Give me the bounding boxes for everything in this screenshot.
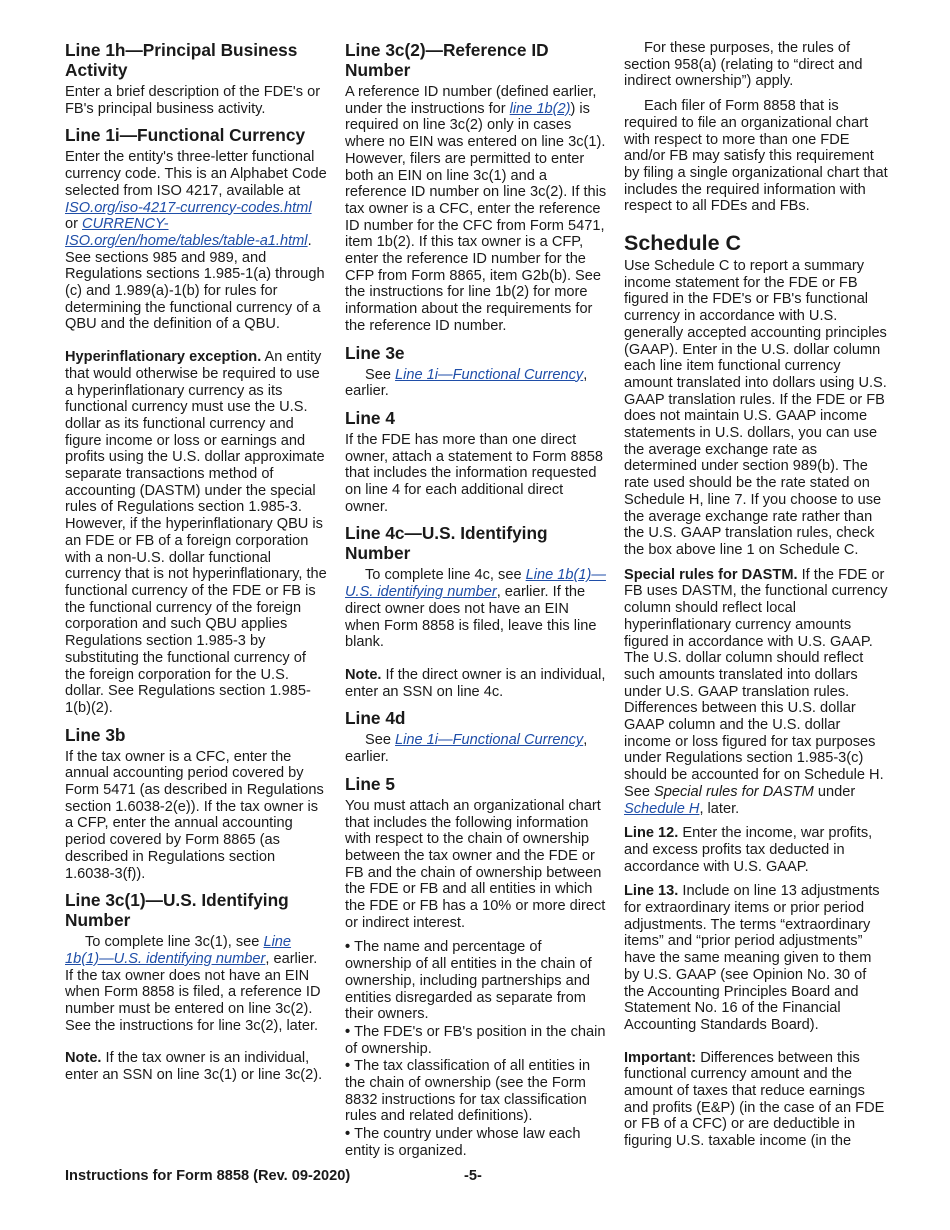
text-line-4d: See Line 1i—Functional Currency, earlier. xyxy=(345,732,588,766)
link-schedule-h[interactable]: Schedule H xyxy=(624,800,700,817)
note-4c: Note. If the direct owner is an individual, enter an SSN on line 4c. xyxy=(345,666,606,700)
heading-line-3c1: Line 3c(1)—U.S. Identifying Number xyxy=(65,890,289,931)
heading-line-4d: Line 4d xyxy=(345,708,406,729)
list-item: • The FDE's or FB's position in the chain of ownership. xyxy=(345,1023,606,1057)
text-line-4c: To complete line 4c, see Line 1b(1)—U.S. identifying number, earlier. If the direct owner does not have an EIN when Form 8858 is filed, leave this line blank. xyxy=(345,567,606,651)
list-item: • The country under whose law each entity is organized. xyxy=(345,1126,581,1159)
heading-line-3c2: Line 3c(2)—Reference ID Number xyxy=(345,40,549,80)
list-item: • The name and percentage of ownership of all entities in the chain of ownership, including partnerships and entities disregarded as separate from their owners. xyxy=(345,939,592,1023)
page-number: -5- xyxy=(464,1168,482,1184)
heading-line-3e: Line 3e xyxy=(345,342,405,363)
column-3 xyxy=(624,40,888,1158)
heading-line-1h: Line 1h—Principal Business Activity xyxy=(65,40,298,80)
text-line-1i: Enter the entity's three-letter functional currency code. This is an Alphabet Code selected from ISO 4217, available at ISO.org/iso-4217-currency-codes.html or CURRENCY-ISO.org/en/home/tables/table-a1.html. See sections 985 and 989, and Regulations sections 1.985-1(a) through (c) and 1.989(a)-1(b) for rules for determining the functional currency of a QBU and the definition of a QBU. xyxy=(65,149,327,333)
link-line-1b1[interactable]: Line 1b(1)—U.S. identifying number xyxy=(345,567,606,601)
text-line-4: If the FDE has more than one direct owner, attach a statement to Form 8858 that includes the information requested on line 4 for each additional direct owner. xyxy=(345,431,603,515)
link-line-1i[interactable]: Line 1i—Functional Currency xyxy=(395,732,584,749)
heading-line-1i: Line 1i—Functional Currency xyxy=(65,125,306,146)
heading-line-4: Line 4 xyxy=(345,407,395,428)
text-line-3c1: To complete line 3c(1), see Line 1b(1)—U.S. identifying number, earlier. If the tax owner does not have an EIN when Form 8858 is filed, a reference ID number must be entered on line 3c(2). See the instructions for line 3c(2), later. xyxy=(65,934,321,1034)
text-hyperinflationary: Hyperinflationary exception. An entity that would otherwise be required to use a hyperinflationary currency as its functional currency must use the U.S. dollar as its functional currency and figure income or loss or earnings and profits using the U.S. dollar approximate separate transactions method of accounting (DASTM) under the special rules of Regulations section 1.985-3. However, if the hyperinflationary QBU is an FDE or FB of a foreign corporation with a non-U.S. dollar functional currency that is not hyperinflationary, the functional currency of the FDE or FB is the functional currency of the foreign corporation and such QBU applies Regulations section 1.985-3 by substituting the functional currency of the foreign corporation for the U.S. dollar. See Regulations section 1.985-1(b)(2). xyxy=(65,349,327,716)
text-line-5: You must attach an organizational chart that includes the following information with respect to the chain of ownership between the tax owner and the FDE or FB and the chain of ownership between the FDE or FB and all entities in which the FDE or FB has a 10% or more direct or indirect interest. xyxy=(345,797,606,931)
text-important: Important: Differences between this functional currency amount and the amount of taxes that reduce earnings and profits (E&P) (in the case of an FDE or FB of a CFC) or are deductible in figuring U.S. taxable income (in the xyxy=(624,1049,885,1150)
text-schedule-c: Use Schedule C to report a summary income statement for the FDE or FB figured in the FDE's or FB's functional currency in accordance with U.S. generally accepted accounting principles (GAAP). Enter in the U.S. dollar column each line item functional currency amount translated into dollars using U.S. GAAP translation rules. If the FDE or FB does not maintain U.S. GAAP income statements in U.S. dollars, you can use the average exchange rate as determined under section 989(b). The rate used should be the rate stated on Schedule H, line 7. If you choose to use the average exchange rate rather than the U.S. GAAP translation rules, check the box above line 1 on Schedule C. xyxy=(624,258,887,558)
text-line-13: Line 13. Include on line 13 adjustments for extraordinary items or prior period adjustments. The terms “extraordinary items” and “prior period adjustments” have the same meaning given to them by U.S. GAAP (see Opinion No. 30 of the Accounting Principles Board and Statement No. 16 of the Financial Accounting Standards Board). xyxy=(624,883,880,1033)
heading-line-4c: Line 4c—U.S. Identifying Number xyxy=(345,523,548,564)
text-line-3e: See Line 1i—Functional Currency, earlier. xyxy=(345,366,588,400)
link-currency-iso[interactable]: CURRENCY-ISO.org/en/home/tables/table-a1.html xyxy=(65,216,308,249)
note-3c1: Note. If the tax owner is an individual, enter an SSN on line 3c(1) or line 3c(2). xyxy=(65,1050,323,1084)
link-line-1i[interactable]: Line 1i—Functional Currency xyxy=(395,366,584,383)
text-dastm: Special rules for DASTM. If the FDE or FB uses DASTM, the functional currency column should reflect local hyperinflationary currency amounts figured in accordance with U.S. GAAP. The U.S. dollar column should reflect such amounts translated into dollars under U.S. GAAP translation rules. Differences between this U.S. dollar GAAP column and the U.S. dollar income or loss figured for tax purposes under Regulations section 1.985-3(c) should be accounted for on Schedule H. See Special rules for DASTM under Schedule H, later. xyxy=(624,566,888,817)
text-line-1h: Enter a brief description of the FDE's or FB's principal business activity. xyxy=(65,84,321,117)
link-line-1b1[interactable]: Line 1b(1)—U.S. identifying number xyxy=(65,934,292,967)
footer-title: Instructions for Form 8858 (Rev. 09-2020) xyxy=(65,1168,351,1184)
heading-line-3b: Line 3b xyxy=(65,724,126,745)
bullet-list xyxy=(345,939,607,1159)
heading-schedule-c: Schedule C xyxy=(624,231,742,256)
link-iso[interactable]: ISO.org/iso-4217-currency-codes.html xyxy=(65,199,312,216)
text-line-3c2: A reference ID number (defined earlier, under the instructions for line 1b(2)) is required on line 3c(2) only in cases where no EIN was entered on line 3c(1). However, filers are permitted to enter both an EIN on line 3c(1) and a reference ID number on line 3c(2). If this tax owner is a CFC, enter the reference ID number for the CFC from Form 5471, item 1b(2). If this tax owner is a CFP, enter the reference ID number for the CFP from Form 8865, item G2b(b). See the instructions for line 1b(2) for more information about the requirements for the reference ID number. xyxy=(345,84,607,334)
heading-line-5: Line 5 xyxy=(345,773,395,794)
link-line-1b2[interactable]: line 1b(2) xyxy=(509,100,571,117)
text-section-958: For these purposes, the rules of section 958(a) (relating to “direct and indirect ownership”) apply. xyxy=(624,40,863,90)
text-org-chart: Each filer of Form 8858 that is required to file an organizational chart with respect to more than one FDE and/or FB may satisfy this requirement by filing a single organizational chart that includes the required information with respect to all FDEs and FBs. xyxy=(624,98,888,215)
list-item: • The tax classification of all entities in the chain of ownership (see the Form 8832 instructions for tax classification rules and related definitions). xyxy=(345,1058,591,1125)
column-2 xyxy=(345,40,607,1168)
text-line-12: Line 12. Enter the income, war profits, and excess profits tax deducted in accordance with U.S. GAAP. xyxy=(624,825,873,875)
text-line-3b: If the tax owner is a CFC, enter the annual accounting period covered by Form 5471 (as described in Regulations section 1.6038-2(e)). If the tax owner is a CFP, enter the annual accounting period covered by Form 8865 (as described in Regulations section 1.6038-3(f)). xyxy=(65,748,324,882)
column-1 xyxy=(65,40,327,1092)
